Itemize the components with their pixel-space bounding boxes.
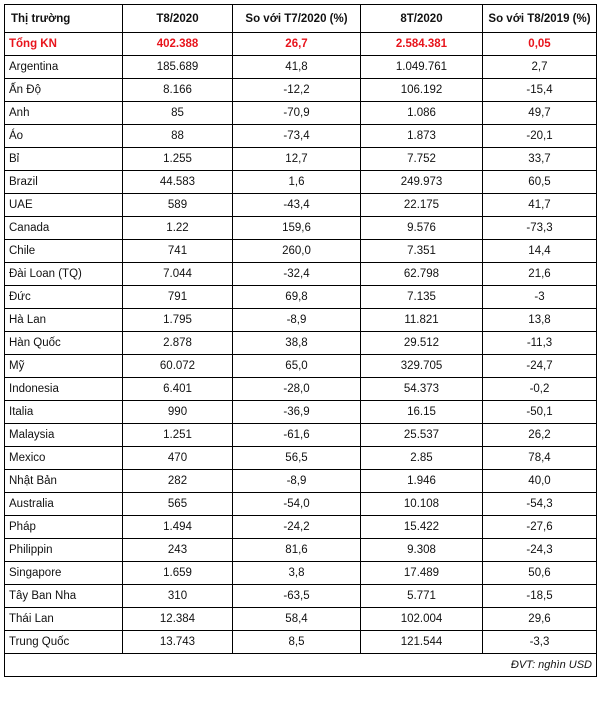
cell-vs-t7-2020: -28,0	[233, 378, 361, 401]
cell-vs-t8-2019: 13,8	[483, 309, 597, 332]
cell-t8-2020: 990	[123, 401, 233, 424]
table-row	[5, 217, 597, 240]
cell-market: Tây Ban Nha	[5, 585, 123, 608]
cell-t8-2020: 470	[123, 447, 233, 470]
cell-vs-t7-2020: 81,6	[233, 539, 361, 562]
cell-market: Singapore	[5, 562, 123, 585]
cell-vs-t7-2020: -12,2	[233, 79, 361, 102]
cell-vs-t7-2020: -70,9	[233, 102, 361, 125]
cell-vs-t8-2019: 26,2	[483, 424, 597, 447]
cell-8t-2020: 1.086	[361, 102, 483, 125]
cell-8t-2020: 25.537	[361, 424, 483, 447]
cell-t8-2020: 1.22	[123, 217, 233, 240]
cell-t8-2020: 1.255	[123, 148, 233, 171]
cell-t8-2020: 565	[123, 493, 233, 516]
cell-vs-t8-2019: 49,7	[483, 102, 597, 125]
table-row	[5, 148, 597, 171]
cell-8t-2020: 1.946	[361, 470, 483, 493]
cell-t8-2020: 13.743	[123, 631, 233, 654]
cell-t8-2020: 1.795	[123, 309, 233, 332]
table-row	[5, 194, 597, 217]
cell-vs-t8-2019: -24,3	[483, 539, 597, 562]
table-row	[5, 102, 597, 125]
cell-t8-2020: 2.878	[123, 332, 233, 355]
cell-8t-2020: 7.135	[361, 286, 483, 309]
cell-market: Trung Quốc	[5, 631, 123, 654]
cell-8t-2020: 15.422	[361, 516, 483, 539]
cell-t8-2020: 7.044	[123, 263, 233, 286]
cell-market: Malaysia	[5, 424, 123, 447]
cell-vs-t8-2019: 78,4	[483, 447, 597, 470]
cell-vs-t7-2020: 41,8	[233, 56, 361, 79]
cell-vs-t8-2019: -73,3	[483, 217, 597, 240]
cell-vs-t7-2020: 3,8	[233, 562, 361, 585]
footer-row	[5, 654, 597, 677]
cell-market: Argentina	[5, 56, 123, 79]
cell-market: Bỉ	[5, 148, 123, 171]
total-row	[5, 33, 597, 56]
cell-8t-2020: 121.544	[361, 631, 483, 654]
cell-t8-2020: 88	[123, 125, 233, 148]
cell-t8-2020: 185.689	[123, 56, 233, 79]
table-row	[5, 631, 597, 654]
cell-t8-2020: 282	[123, 470, 233, 493]
cell-vs-t8-2019: 29,6	[483, 608, 597, 631]
table-row	[5, 424, 597, 447]
cell-vs-t8-2019: 21,6	[483, 263, 597, 286]
cell-market: Australia	[5, 493, 123, 516]
cell-t8-2020: 1.494	[123, 516, 233, 539]
table-row	[5, 401, 597, 424]
cell-market: Pháp	[5, 516, 123, 539]
cell-8t-2020: 29.512	[361, 332, 483, 355]
header-row	[5, 5, 597, 33]
cell-8t-2020: 16.15	[361, 401, 483, 424]
cell-t8-2020: 44.583	[123, 171, 233, 194]
cell-market: Chile	[5, 240, 123, 263]
cell-vs-t7-2020: 260,0	[233, 240, 361, 263]
cell-vs-t8-2019: -50,1	[483, 401, 597, 424]
cell-t8-2020: 12.384	[123, 608, 233, 631]
cell-8t-2020: 54.373	[361, 378, 483, 401]
cell-vs-t7-2020: -24,2	[233, 516, 361, 539]
cell-vs-t7-2020: 1,6	[233, 171, 361, 194]
cell-8t-2020: 7.351	[361, 240, 483, 263]
cell-market: Nhật Bản	[5, 470, 123, 493]
cell-vs-t7-2020: 159,6	[233, 217, 361, 240]
cell-vs-t7-2020: -8,9	[233, 470, 361, 493]
cell-t8-2020: 589	[123, 194, 233, 217]
cell-vs-t7-2020: -43,4	[233, 194, 361, 217]
cell-market: Indonesia	[5, 378, 123, 401]
cell-market: Italia	[5, 401, 123, 424]
cell-market: Thái Lan	[5, 608, 123, 631]
cell-market: Ấn Độ	[5, 79, 123, 102]
cell-vs-t8-2019: -20,1	[483, 125, 597, 148]
table-row	[5, 286, 597, 309]
table-row	[5, 378, 597, 401]
cell-market: Tổng KN	[5, 33, 123, 56]
cell-vs-t8-2019: -27,6	[483, 516, 597, 539]
cell-8t-2020: 10.108	[361, 493, 483, 516]
trade-table	[4, 4, 597, 677]
cell-vs-t8-2019: 40,0	[483, 470, 597, 493]
table-row	[5, 171, 597, 194]
cell-market: Hà Lan	[5, 309, 123, 332]
cell-market: UAE	[5, 194, 123, 217]
cell-t8-2020: 6.401	[123, 378, 233, 401]
cell-vs-t8-2019: 0,05	[483, 33, 597, 56]
cell-8t-2020: 5.771	[361, 585, 483, 608]
table-row	[5, 516, 597, 539]
table-row	[5, 493, 597, 516]
table-row	[5, 470, 597, 493]
cell-vs-t7-2020: -61,6	[233, 424, 361, 447]
table-row	[5, 263, 597, 286]
header-8t-2020: 8T/2020	[361, 5, 483, 33]
table-row	[5, 309, 597, 332]
cell-t8-2020: 402.388	[123, 33, 233, 56]
cell-t8-2020: 85	[123, 102, 233, 125]
cell-8t-2020: 22.175	[361, 194, 483, 217]
cell-vs-t8-2019: 33,7	[483, 148, 597, 171]
cell-market: Hàn Quốc	[5, 332, 123, 355]
cell-vs-t7-2020: 12,7	[233, 148, 361, 171]
cell-8t-2020: 11.821	[361, 309, 483, 332]
cell-vs-t7-2020: -32,4	[233, 263, 361, 286]
table-row	[5, 447, 597, 470]
table-row	[5, 240, 597, 263]
cell-vs-t8-2019: -0,2	[483, 378, 597, 401]
cell-vs-t7-2020: -63,5	[233, 585, 361, 608]
cell-market: Mexico	[5, 447, 123, 470]
cell-8t-2020: 1.049.761	[361, 56, 483, 79]
cell-vs-t8-2019: -24,7	[483, 355, 597, 378]
table-row	[5, 125, 597, 148]
header-vs-t8-2019: So với T8/2019 (%)	[483, 5, 597, 33]
cell-vs-t8-2019: 60,5	[483, 171, 597, 194]
cell-vs-t7-2020: 69,8	[233, 286, 361, 309]
cell-market: Đài Loan (TQ)	[5, 263, 123, 286]
table-row	[5, 79, 597, 102]
cell-vs-t8-2019: -11,3	[483, 332, 597, 355]
cell-market: Áo	[5, 125, 123, 148]
cell-market: Mỹ	[5, 355, 123, 378]
table-row	[5, 332, 597, 355]
cell-8t-2020: 106.192	[361, 79, 483, 102]
cell-8t-2020: 62.798	[361, 263, 483, 286]
cell-vs-t7-2020: 56,5	[233, 447, 361, 470]
table-row	[5, 608, 597, 631]
cell-vs-t7-2020: -73,4	[233, 125, 361, 148]
cell-vs-t8-2019: 14,4	[483, 240, 597, 263]
cell-vs-t8-2019: -3	[483, 286, 597, 309]
cell-vs-t7-2020: -36,9	[233, 401, 361, 424]
cell-t8-2020: 310	[123, 585, 233, 608]
cell-t8-2020: 60.072	[123, 355, 233, 378]
cell-market: Anh	[5, 102, 123, 125]
table-row	[5, 56, 597, 79]
cell-vs-t7-2020: -54,0	[233, 493, 361, 516]
table-row	[5, 585, 597, 608]
cell-vs-t8-2019: 41,7	[483, 194, 597, 217]
cell-t8-2020: 243	[123, 539, 233, 562]
cell-8t-2020: 9.308	[361, 539, 483, 562]
cell-t8-2020: 741	[123, 240, 233, 263]
trade-table-container	[4, 4, 596, 677]
cell-8t-2020: 102.004	[361, 608, 483, 631]
cell-vs-t8-2019: 2,7	[483, 56, 597, 79]
cell-market: Canada	[5, 217, 123, 240]
cell-8t-2020: 2.85	[361, 447, 483, 470]
header-market: Thị trường	[5, 5, 123, 33]
cell-market: Đức	[5, 286, 123, 309]
table-row	[5, 539, 597, 562]
cell-vs-t8-2019: -54,3	[483, 493, 597, 516]
cell-market: Philippin	[5, 539, 123, 562]
cell-vs-t7-2020: -8,9	[233, 309, 361, 332]
header-t8-2020: T8/2020	[123, 5, 233, 33]
cell-t8-2020: 8.166	[123, 79, 233, 102]
cell-vs-t7-2020: 58,4	[233, 608, 361, 631]
unit-note: ĐVT: nghìn USD	[5, 654, 597, 677]
cell-vs-t7-2020: 65,0	[233, 355, 361, 378]
cell-8t-2020: 2.584.381	[361, 33, 483, 56]
table-row	[5, 355, 597, 378]
cell-8t-2020: 17.489	[361, 562, 483, 585]
cell-8t-2020: 7.752	[361, 148, 483, 171]
cell-vs-t7-2020: 38,8	[233, 332, 361, 355]
cell-8t-2020: 329.705	[361, 355, 483, 378]
header-vs-t7-2020: So với T7/2020 (%)	[233, 5, 361, 33]
cell-market: Brazil	[5, 171, 123, 194]
cell-vs-t7-2020: 26,7	[233, 33, 361, 56]
cell-t8-2020: 1.659	[123, 562, 233, 585]
cell-t8-2020: 1.251	[123, 424, 233, 447]
cell-vs-t7-2020: 8,5	[233, 631, 361, 654]
cell-8t-2020: 249.973	[361, 171, 483, 194]
cell-8t-2020: 1.873	[361, 125, 483, 148]
cell-8t-2020: 9.576	[361, 217, 483, 240]
cell-vs-t8-2019: 50,6	[483, 562, 597, 585]
cell-t8-2020: 791	[123, 286, 233, 309]
table-row	[5, 562, 597, 585]
cell-vs-t8-2019: -15,4	[483, 79, 597, 102]
cell-vs-t8-2019: -3,3	[483, 631, 597, 654]
cell-vs-t8-2019: -18,5	[483, 585, 597, 608]
